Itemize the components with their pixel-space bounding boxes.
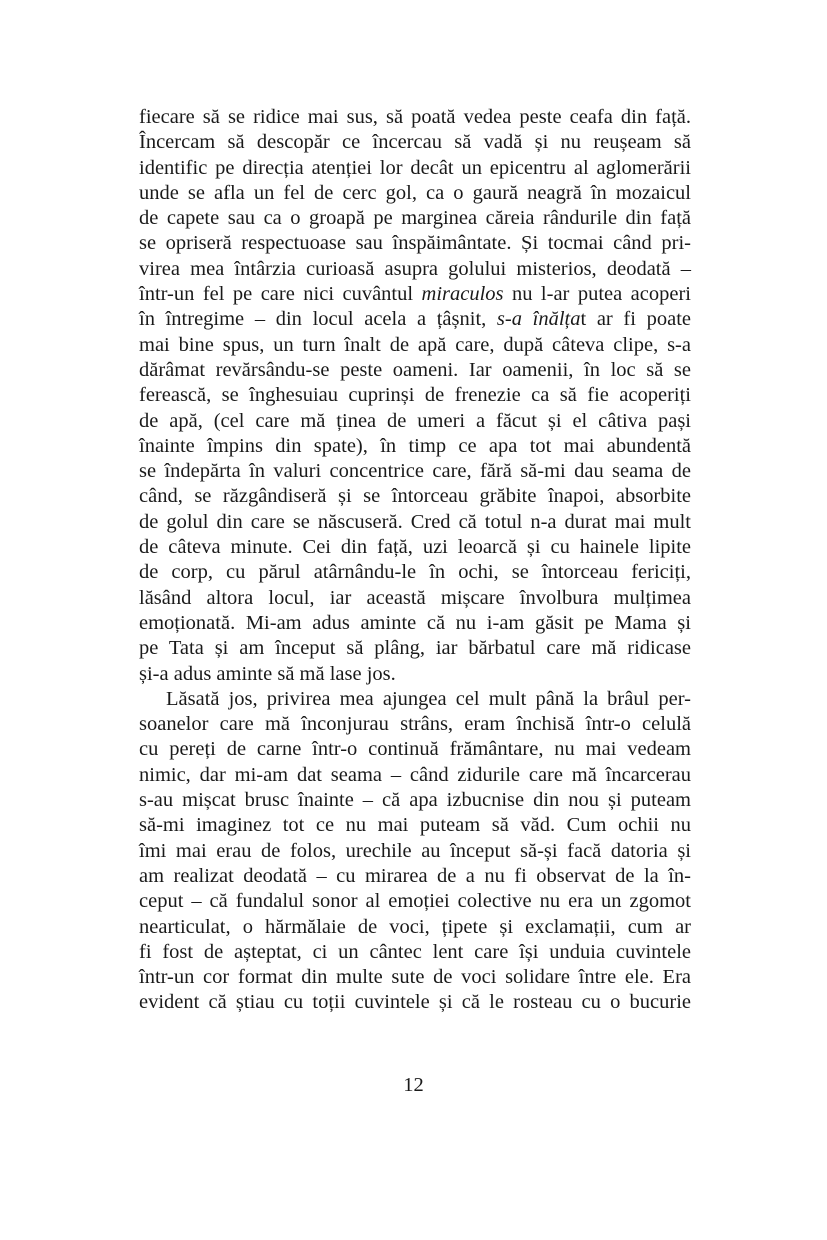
text-line (139, 181, 691, 206)
text-line (139, 206, 691, 231)
text-segment: de câteva minute. Cei din față, uzi leoarcă și cu hainele lipite (139, 536, 691, 559)
text-segment: cu pereți de carne într-o continuă frământare, nu mai vedeam (139, 738, 691, 761)
text-segment: dărâmat revărsându-se peste oameni. Iar oamenii, în loc să se (139, 358, 691, 381)
text-line (139, 737, 691, 762)
text-line (139, 788, 691, 813)
text-line (139, 434, 691, 459)
text-segment: pe Tata și am început să plâng, iar bărbatul care mă ridicase (139, 637, 691, 660)
text-line (139, 940, 691, 965)
text-line (139, 965, 691, 990)
text-line (139, 813, 691, 838)
italic-text: s-a înălța (496, 308, 581, 331)
text-segment: evident că știau cu toții cuvintele și că le rosteau cu o bucurie (139, 991, 691, 1014)
text-segment: Lăsată jos, privirea mea ajungea cel mult până la brâul per- (166, 687, 691, 710)
text-line (139, 864, 691, 889)
text-line (139, 383, 691, 408)
text-segment: nearticulat, o hărmălaie de voci, țipete și exclamații, cum ar (139, 915, 691, 938)
text-segment: când, se răzgândiseră și se întorceau grăbite înapoi, absorbite (139, 485, 691, 508)
paragraph (139, 105, 691, 687)
text-segment: într-un cor format din multe sute de voci solidare între ele. Era (139, 966, 691, 989)
text-line (139, 763, 691, 788)
text-line (139, 662, 691, 687)
text-line (139, 889, 691, 914)
page-number: 12 (403, 1074, 424, 1096)
text-line (139, 156, 691, 181)
text-line (139, 130, 691, 155)
text-line (139, 990, 691, 1015)
text-segment: ferească, se înghesuiau cuprinși de frenezie ca să fie acoperiți (139, 384, 691, 407)
text-line (139, 687, 691, 712)
text-segment: de apă, (cel care mă ținea de umeri a făcut și el câtiva pași (139, 409, 691, 432)
text-segment: de capete sau ca o groapă pe marginea căreia rândurile din față (139, 207, 691, 230)
text-line (139, 409, 691, 434)
text-line (139, 333, 691, 358)
text-line (139, 105, 691, 130)
italic-text: miraculos (421, 283, 504, 306)
paragraph (139, 687, 691, 1016)
text-segment: se opriseră respectuoase sau înspăimântate. Și tocmai când pri- (139, 232, 691, 255)
text-segment: ceput – că fundalul sonor al emoției colective nu era un zgomot (139, 890, 691, 913)
text-segment: lăsând altora locul, iar această mișcare învolbura mulțimea (139, 586, 691, 609)
text-segment: identific pe direcția atenției lor decât un epicentru al aglomerării (139, 156, 691, 179)
text-line (139, 484, 691, 509)
text-segment: am realizat deodată – cu mirarea de a nu fi observat de la în- (139, 864, 691, 887)
text-segment: nimic, dar mi-am dat seama – când zidurile care mă încarcerau (139, 763, 691, 786)
text-segment: să-mi imaginez tot ce nu mai puteam să văd. Cum ochii nu (139, 814, 691, 837)
text-line (139, 636, 691, 661)
text-segment: emoționată. Mi-am adus aminte că nu i-am găsit pe Mama și (139, 611, 691, 634)
text-segment: t ar fi poate (580, 308, 691, 331)
text-segment: de corp, cu părul atârnându-le în ochi, se întorceau fericiți, (139, 561, 691, 584)
text-segment: fiecare să se ridice mai sus, să poată vedea peste ceafa din față. (139, 106, 691, 128)
text-line (139, 839, 691, 864)
text-line (139, 535, 691, 560)
text-line (139, 586, 691, 611)
text-segment: de golul din care se născuseră. Cred că totul n-a durat mai mult (139, 510, 691, 533)
text-segment: înainte împins din spate), în timp ce apa tot mai abundentă (139, 434, 691, 457)
text-line (139, 307, 691, 332)
text-segment: soanelor care mă înconjurau strâns, eram închisă într-o celulă (139, 713, 691, 736)
text-segment: unde se afla un fel de cerc gol, ca o gaură neagră în mozaicul (139, 181, 691, 204)
text-line (139, 257, 691, 282)
text-segment: și-a adus aminte să mă lase jos. (139, 662, 396, 685)
text-segment: Încercam să descopăr ce încercau să vadă și nu reușeam să (139, 131, 691, 154)
text-segment: se îndepărta în valuri concentrice care, fără să-mi dau seama de (139, 460, 691, 483)
text-segment: nu l-ar putea acoperi (503, 283, 691, 306)
text-line (139, 510, 691, 535)
text-line (139, 611, 691, 636)
text-segment: îmi mai erau de folos, urechile au început să-și facă datoria și (139, 839, 691, 862)
text-line (139, 231, 691, 256)
text-segment: în întregime – din locul acela a țâșnit, (139, 308, 497, 331)
text-line (139, 560, 691, 585)
text-line (139, 358, 691, 383)
text-line (139, 915, 691, 940)
text-line (139, 712, 691, 737)
text-line (139, 282, 691, 307)
text-segment: fi fost de așteptat, ci un cântec lent care își unduia cuvintele (139, 940, 691, 963)
text-segment: s-au mișcat brusc înainte – că apa izbucnise din nou și puteam (139, 789, 691, 812)
text-segment: virea mea întârzia curioasă asupra golului misterios, deodată – (139, 257, 691, 280)
body-text (139, 105, 691, 1016)
text-segment: mai bine spus, un turn înalt de apă care, după câteva clipe, s-a (139, 333, 691, 356)
text-segment: într-un fel pe care nici cuvântul (139, 283, 422, 306)
text-line (139, 459, 691, 484)
